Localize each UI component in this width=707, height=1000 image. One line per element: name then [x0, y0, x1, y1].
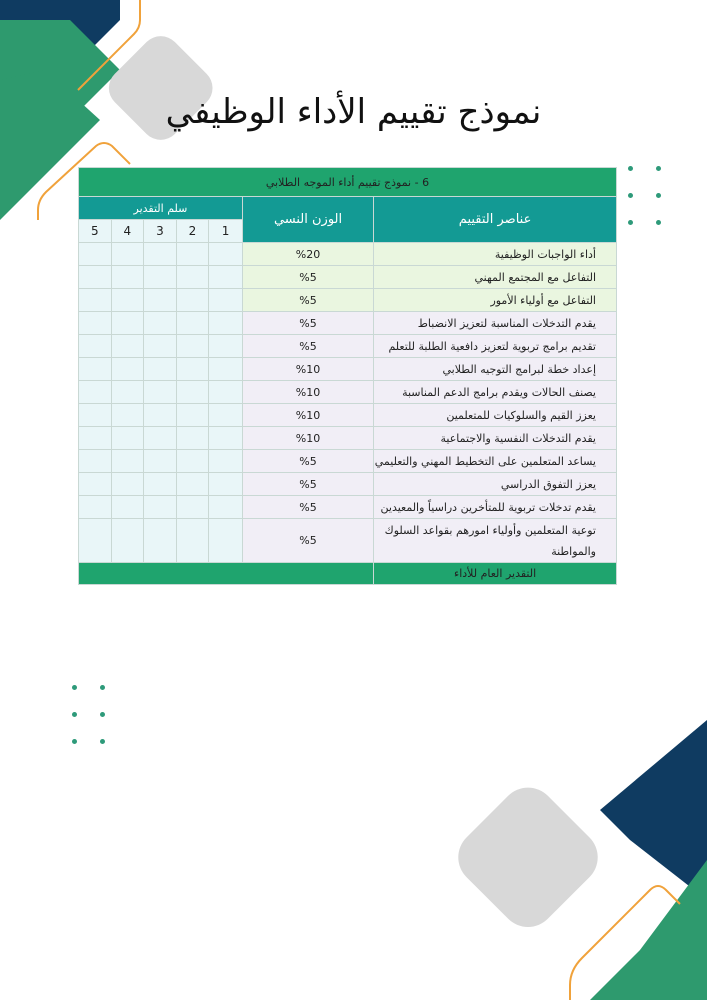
page-title: نموذج تقييم الأداء الوظيفي — [165, 92, 542, 132]
score-cell[interactable] — [111, 496, 144, 519]
table-row — [79, 427, 617, 450]
score-cell[interactable] — [209, 312, 243, 335]
criterion-cell: توعية المتعلمين وأولياء امورهم بقواعد السلوك والمواطنة — [374, 519, 617, 563]
score-cell[interactable] — [144, 473, 177, 496]
score-cell[interactable] — [176, 358, 209, 381]
table-row — [79, 312, 617, 335]
table-row — [79, 335, 617, 358]
table-row — [79, 289, 617, 312]
score-cell[interactable] — [144, 312, 177, 335]
score-cell[interactable] — [111, 404, 144, 427]
score-cell[interactable] — [209, 266, 243, 289]
weight-cell: %5 — [242, 266, 373, 289]
score-cell[interactable] — [79, 450, 112, 473]
score-cell[interactable] — [111, 289, 144, 312]
criterion-cell: يعزز القيم والسلوكيات للمتعلمين — [374, 404, 617, 427]
score-cell[interactable] — [144, 335, 177, 358]
table-row — [79, 243, 617, 266]
weight-cell: %5 — [242, 289, 373, 312]
score-cell[interactable] — [144, 404, 177, 427]
scale-4: 4 — [111, 220, 144, 243]
score-cell[interactable] — [79, 312, 112, 335]
weight-cell: %5 — [242, 312, 373, 335]
overall-rating-label: التقدير العام للأداء — [374, 563, 617, 585]
score-cell[interactable] — [79, 381, 112, 404]
score-cell[interactable] — [79, 519, 112, 563]
criterion-cell: يساعد المتعلمين على التخطيط المهني والتعليمي — [374, 450, 617, 473]
score-cell[interactable] — [209, 404, 243, 427]
score-cell[interactable] — [79, 404, 112, 427]
criterion-cell: أداء الواجبات الوظيفية — [374, 243, 617, 266]
score-cell[interactable] — [209, 335, 243, 358]
score-cell[interactable] — [144, 381, 177, 404]
score-cell[interactable] — [111, 266, 144, 289]
score-cell[interactable] — [176, 243, 209, 266]
weight-header: الوزن النسي — [242, 197, 373, 243]
score-cell[interactable] — [79, 266, 112, 289]
score-cell[interactable] — [79, 243, 112, 266]
score-cell[interactable] — [176, 450, 209, 473]
weight-cell: %20 — [242, 243, 373, 266]
scale-3: 3 — [144, 220, 177, 243]
score-cell[interactable] — [144, 358, 177, 381]
criterion-cell: يقدم تدخلات تربوية للمتأخرين دراسياً والمعيدين — [374, 496, 617, 519]
score-cell[interactable] — [79, 335, 112, 358]
score-cell[interactable] — [111, 312, 144, 335]
score-cell[interactable] — [79, 289, 112, 312]
score-cell[interactable] — [209, 450, 243, 473]
section-title: 6 - نموذج تقييم أداء الموجه الطلابي — [79, 168, 617, 197]
scale-2: 2 — [176, 220, 209, 243]
table-row — [79, 358, 617, 381]
score-cell[interactable] — [209, 519, 243, 563]
score-cell[interactable] — [209, 243, 243, 266]
footer-row — [79, 563, 617, 585]
score-cell[interactable] — [144, 266, 177, 289]
overall-rating-cell[interactable] — [79, 563, 374, 585]
score-cell[interactable] — [111, 381, 144, 404]
table-row — [79, 404, 617, 427]
score-cell[interactable] — [144, 427, 177, 450]
criterion-cell: يقدم التدخلات المناسبة لتعزيز الانضباط — [374, 312, 617, 335]
score-cell[interactable] — [144, 243, 177, 266]
weight-cell: %10 — [242, 427, 373, 450]
table-row — [79, 450, 617, 473]
table-row — [79, 473, 617, 496]
score-cell[interactable] — [176, 404, 209, 427]
criterion-cell: إعداد خطة لبرامج التوجيه الطلابي — [374, 358, 617, 381]
score-cell[interactable] — [79, 427, 112, 450]
score-cell[interactable] — [209, 381, 243, 404]
score-cell[interactable] — [79, 358, 112, 381]
dot-grid-left — [72, 685, 112, 745]
score-cell[interactable] — [144, 450, 177, 473]
score-cell[interactable] — [144, 496, 177, 519]
weight-cell: %5 — [242, 450, 373, 473]
score-cell[interactable] — [111, 243, 144, 266]
score-cell[interactable] — [111, 335, 144, 358]
score-cell[interactable] — [79, 473, 112, 496]
criterion-cell: تقديم برامج تربوية لتعزيز دافعية الطلبة للتعلم — [374, 335, 617, 358]
table-row — [79, 381, 617, 404]
weight-cell: %5 — [242, 519, 373, 563]
score-cell[interactable] — [176, 496, 209, 519]
criterion-cell: يصنف الحالات ويقدم برامج الدعم المناسبة — [374, 381, 617, 404]
score-cell[interactable] — [176, 289, 209, 312]
weight-cell: %10 — [242, 381, 373, 404]
criterion-cell: يقدم التدخلات النفسية والاجتماعية — [374, 427, 617, 450]
criterion-cell: يعزز التفوق الدراسي — [374, 473, 617, 496]
score-cell[interactable] — [209, 427, 243, 450]
score-cell[interactable] — [209, 496, 243, 519]
score-cell[interactable] — [111, 358, 144, 381]
score-cell[interactable] — [209, 289, 243, 312]
score-cell[interactable] — [176, 381, 209, 404]
score-cell[interactable] — [111, 519, 144, 563]
score-cell[interactable] — [111, 473, 144, 496]
criterion-cell: التفاعل مع أولياء الأمور — [374, 289, 617, 312]
score-cell[interactable] — [144, 519, 177, 563]
table-row — [79, 519, 617, 563]
evaluation-table — [78, 167, 617, 585]
table-title-row — [79, 168, 617, 197]
score-cell[interactable] — [111, 427, 144, 450]
scale-5: 5 — [79, 220, 112, 243]
table-row — [79, 496, 617, 519]
weight-cell: %10 — [242, 358, 373, 381]
weight-cell: %5 — [242, 473, 373, 496]
score-cell[interactable] — [176, 427, 209, 450]
score-cell[interactable] — [111, 450, 144, 473]
weight-cell: %5 — [242, 496, 373, 519]
weight-cell: %10 — [242, 404, 373, 427]
weight-cell: %5 — [242, 335, 373, 358]
dot-grid-right — [628, 166, 668, 226]
score-cell[interactable] — [79, 496, 112, 519]
criterion-cell: التفاعل مع المجتمع المهني — [374, 266, 617, 289]
table-row — [79, 266, 617, 289]
scale-1: 1 — [209, 220, 243, 243]
criteria-header: عناصر التقييم — [374, 197, 617, 243]
score-cell[interactable] — [176, 335, 209, 358]
score-cell[interactable] — [176, 473, 209, 496]
bottom-right-decoration — [440, 700, 707, 1000]
score-cell[interactable] — [176, 266, 209, 289]
score-cell[interactable] — [144, 289, 177, 312]
score-cell[interactable] — [176, 312, 209, 335]
score-cell[interactable] — [209, 358, 243, 381]
score-cell[interactable] — [176, 519, 209, 563]
score-cell[interactable] — [209, 473, 243, 496]
scale-header: سلم التقدير — [79, 197, 243, 220]
